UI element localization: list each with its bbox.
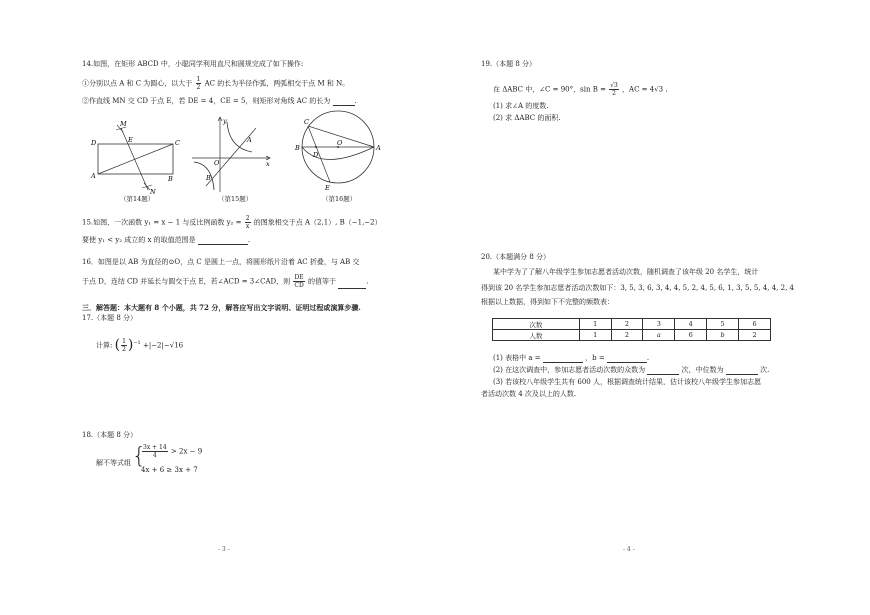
fig16-label-D: D [313, 151, 319, 159]
figure-14 [86, 118, 186, 198]
q19-part2: (2) 求 ΔABC 的面积. [493, 114, 561, 122]
table-cell: 6 [675, 330, 707, 341]
table-cell: 2 [739, 330, 771, 341]
table-cell: 1 [579, 319, 611, 330]
page-number-4: - 4 - [623, 546, 635, 553]
fig15-label-O: O [214, 159, 220, 167]
q14-line2b: AC 的长为半径作弧，两弧相交于点 M 和 N。 [204, 79, 350, 88]
fig14-label-N: N [150, 188, 156, 196]
q20-part2c: 次. [760, 366, 770, 374]
q15-fraction: $\frac{2}{x}$ [245, 215, 250, 230]
q20-part1c: . [646, 354, 650, 362]
fig14-label-M: M [120, 120, 127, 128]
q19-head: 19.（本题 8 分） [481, 60, 537, 68]
q16-line1: 16．如图是以 AB 为直径的⊙O，点 C 是圆上一点，将圆形纸片沿着 AC 折叠，与 AB 交 [82, 258, 360, 266]
q15-line2: 要使 y₁ < y₂ 成立的 x 的取值范围是 . [82, 236, 251, 244]
figure-15 [190, 114, 275, 194]
q14-fraction: $\frac{1}{2}$ [196, 76, 201, 91]
fig16-label-B: B [295, 144, 300, 152]
table-cell: 2 [611, 319, 643, 330]
q19-part1: (1) 求∠A 的度数. [493, 102, 549, 110]
fig16-label-O: O [337, 139, 343, 147]
q14-line1: 14.如图，在矩形 ABCD 中，小聪同学利用直尺和圆规完成了如下操作: [82, 60, 304, 68]
q20-part2a: (2) 在这次调查中，参加志愿者活动次数的众数为 [493, 366, 646, 374]
q14-line2 [82, 76, 349, 91]
table-cell: 4 [675, 319, 707, 330]
q16-line2a: 于点 D，连结 CD 并延长与圆交于点 E，若∠ACD = 3∠CAD，则 [82, 277, 291, 286]
q15-line1a: 15.如图，一次函数 y₁ = x − 1 与反比例函数 y₂ = [82, 218, 242, 227]
q16-line2b: 的值等于 [308, 277, 337, 286]
q15-line2-text: 要使 y₁ < y₂ 成立的 x 的取值范围是 [82, 236, 196, 244]
table-cell: b [707, 330, 739, 341]
q14-answer-blank[interactable] [333, 98, 355, 106]
q19-line1a: 在 ΔABC 中，∠C = 90°，sin B = [493, 85, 606, 94]
exam-page-4 [435, 0, 870, 615]
q20-part2 [493, 366, 769, 375]
fig15-label-A: A [247, 136, 252, 144]
q17-calc-label: 计算: [96, 341, 113, 350]
q15-line1b: 的图象相交于点 A（2,1）, B（−1,−2） [253, 218, 382, 227]
q18-ineq1-rest: > 2x − 9 [170, 447, 203, 456]
q17-fraction: $\frac{1}{2}$ [122, 338, 126, 353]
fig15-label-x: x [266, 160, 270, 168]
page-number-3: - 3 - [218, 546, 230, 553]
table-cell: 3 [643, 319, 675, 330]
q17-exponent: −1 [133, 340, 141, 347]
table-cell: 6 [739, 319, 771, 330]
fig16-label-A: A [376, 144, 381, 152]
q20-blank-b[interactable] [607, 354, 650, 363]
q19-line1b: ，AC = 4√3 . [622, 85, 668, 94]
q17-calc: 计算: ( $\frac{1}{2}$ )$^{-1}$ +|−2|−√16 [96, 337, 184, 353]
table-cell: 人数 [493, 330, 580, 341]
fig14-label-C: C [175, 139, 180, 147]
q16-line2: 于点 D，连结 CD 并延长与圆交于点 E，若∠ACD = 3∠CAD，则 $\frac{DE}{CD}$ 的值等于 . [82, 274, 369, 289]
q15-answer-blank[interactable] [198, 237, 248, 245]
q20-blank-median[interactable] [726, 367, 758, 375]
q18-brace: { [132, 444, 146, 469]
q16-fraction: $\frac{DE}{CD}$ [294, 274, 304, 289]
q20-part1a: (1) 表格中 a = [493, 354, 541, 362]
fig14-label-B: B [168, 175, 173, 183]
q14-line3-text: ②作直线 MN 交 CD 于点 E，若 DE = 4，CE = 5，则矩形对角线 AC 的长为 [82, 97, 331, 105]
q14-line3: ②作直线 MN 交 CD 于点 E，若 DE = 4，CE = 5，则矩形对角线 AC 的长为 . [82, 97, 357, 105]
q20-line3: 根据以上数据，得到如下不完整的频数表： [481, 298, 614, 306]
table-cell: a [643, 330, 675, 341]
q16-answer-blank[interactable] [338, 281, 366, 289]
figure-15-caption: （第15题） [218, 195, 253, 203]
q14-line2a: ①分别以点 A 和 C 为圆心，以大于 [82, 79, 193, 88]
fig14-label-E: E [128, 136, 133, 144]
q17-head: 17.（本题 8 分） [82, 314, 138, 322]
q20-part3b: 者活动次数 4 次及以上的人数. [481, 390, 577, 398]
figure-16 [292, 110, 387, 192]
q19-fraction: $\frac{√3}{2}$ [610, 82, 618, 97]
fig16-label-E: E [325, 184, 330, 192]
q20-part1b: ，b = [585, 354, 605, 362]
fig15-label-y: y [223, 117, 227, 125]
q20-part3a: (3) 若该校八年级学生共有 600 人，根据调查统计结果，估计该校八年级学生参加志愿 [493, 378, 761, 386]
fig14-label-A: A [91, 172, 96, 180]
q20-part1 [493, 354, 649, 363]
fig16-label-C: C [304, 118, 309, 126]
table-cell: 2 [611, 330, 643, 341]
q20-line1: 某中学为了了解八年级学生参加志愿者活动次数，随机调查了该年级 20 名学生，统计 [493, 268, 759, 276]
q18-ineq2: 4x + 6 ≥ 3x + 7 [141, 466, 198, 474]
table-cell: 次数 [493, 319, 580, 330]
table-cell: 5 [707, 319, 739, 330]
q17-expression: +|−2|−√16 [142, 341, 184, 350]
fig15-label-B: B [206, 174, 211, 182]
q20-blank-mode[interactable] [647, 367, 679, 375]
q20-blank-a[interactable] [543, 355, 583, 363]
frequency-table [492, 318, 771, 341]
q18-head: 18.（本题 8 分） [82, 431, 138, 439]
q20-line2: 得到该 20 名学生参加志愿者活动次数如下：3, 5, 3, 6, 3, 4, 4, 5, 2, 4, 5, 6, 1, 3, 5, 5, 4, 4, 2, 4 [481, 284, 794, 292]
q18-ineq1 [141, 444, 202, 459]
table-row-count [493, 319, 771, 330]
fig14-label-D: D [91, 139, 97, 147]
q20-head: 20.（本题满分 8 分） [481, 253, 551, 261]
figure-16-caption: （第16题） [322, 195, 357, 203]
table-cell: 1 [579, 330, 611, 341]
q19-line1 [493, 82, 668, 97]
q18-fraction: $\frac{3x + 14}{4}$ [143, 444, 167, 459]
figure-14-caption: （第14题） [120, 195, 155, 203]
q20-part2b: 次，中位数为 [681, 366, 724, 374]
q15-line1 [82, 215, 382, 230]
section-3-heading: 三．解答题：本大题有 8 个小题，共 72 分，解答应写出文字说明、证明过程或演算步骤. [82, 303, 361, 312]
table-row-people [493, 330, 771, 341]
q18-label: 解不等式组 [96, 459, 131, 467]
